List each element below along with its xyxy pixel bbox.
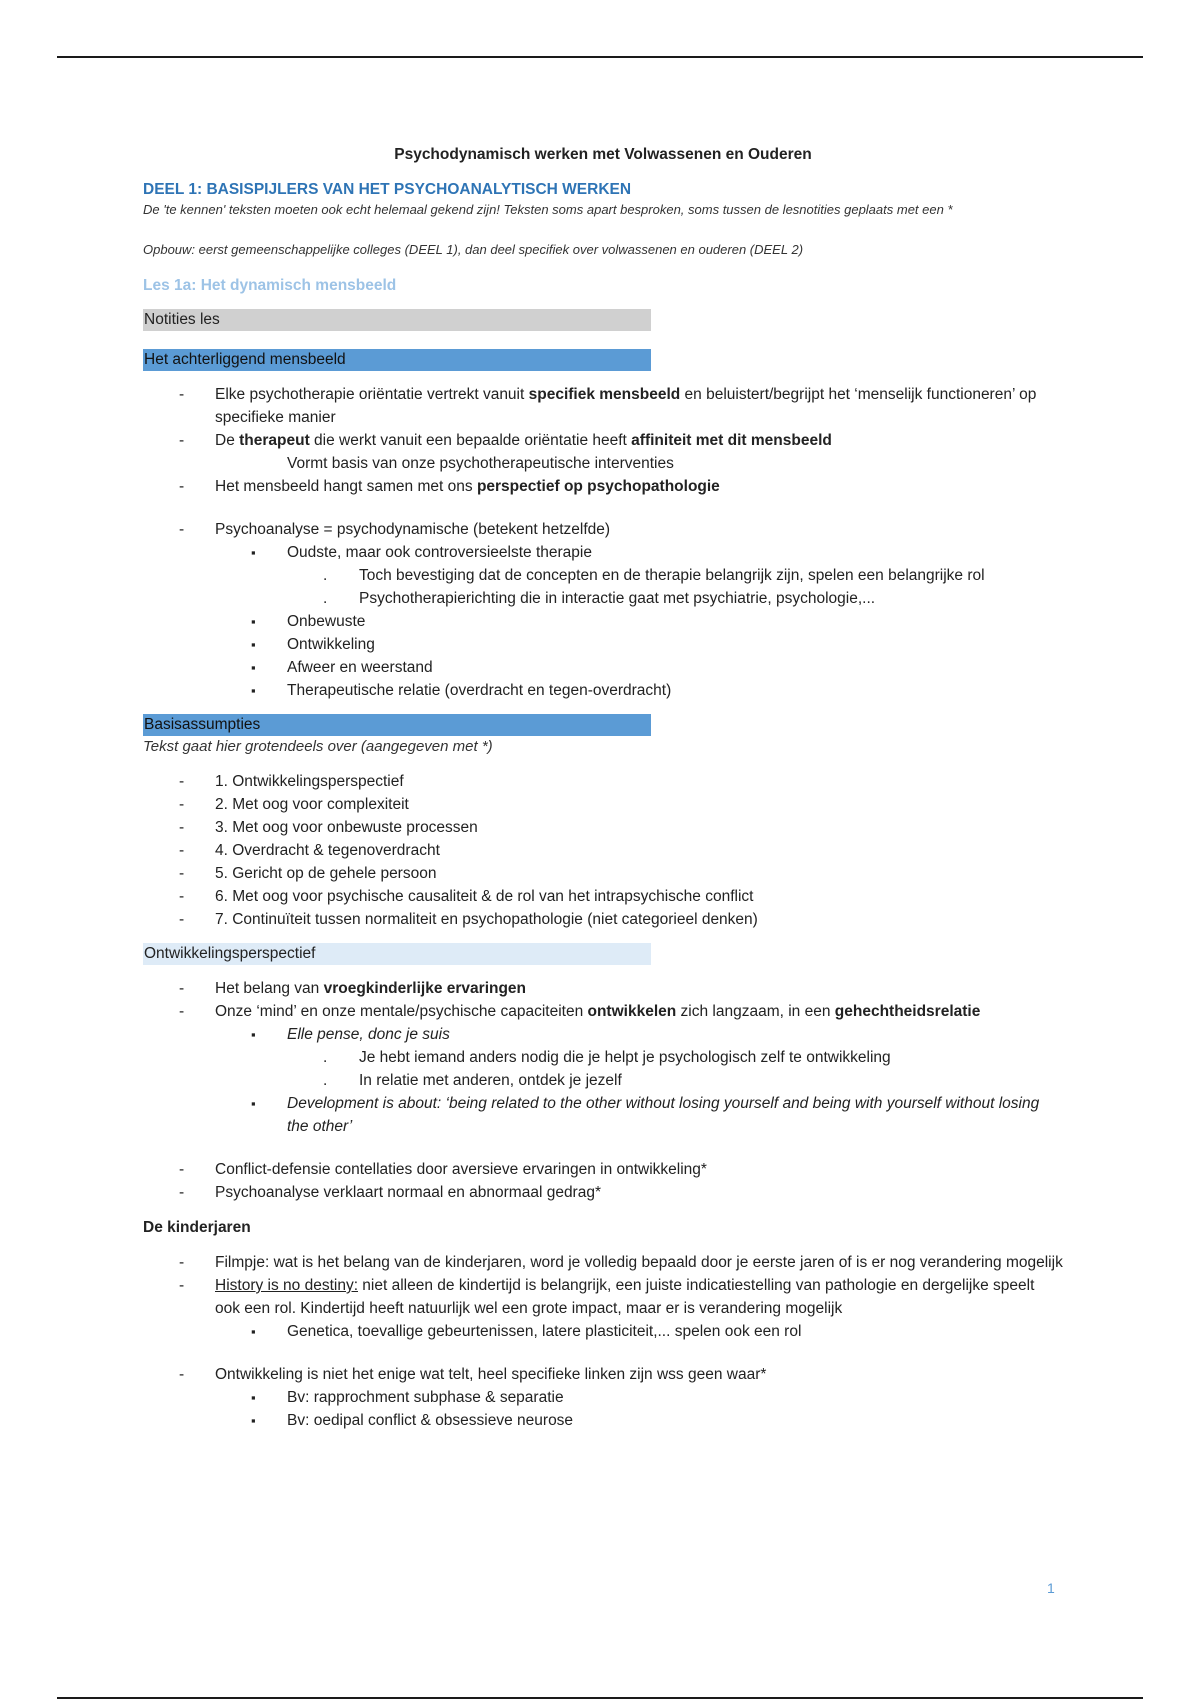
- list-item: . Psychotherapierichting die in interactie gaat met psychiatrie, psychologie,...: [287, 587, 1063, 610]
- basis-note: Tekst gaat hier grotendeels over (aangegeven met *): [143, 738, 493, 755]
- list-item: ▪ Elle pense, donc je suis . Je hebt iemand anders nodig die je helpt je psychologisch zelf te ontwikkeling . In relatie met anderen, ontdek je jezelf: [215, 1023, 1063, 1092]
- list-item: - Elke psychotherapie oriëntatie vertrekt vanuit specifiek mensbeeld en beluistert/begrijpt het ‘menselijk functioneren’ op specifieke manier: [143, 383, 1063, 429]
- list-item: - 1. Ontwikkelingsperspectief: [143, 770, 1063, 793]
- psychoanalyse-list: [143, 518, 1063, 702]
- part-note: De 'te kennen' teksten moeten ook echt helemaal gekend zijn! Teksten soms apart besproken, soms tussen de lesnotities geplaats met een *: [143, 202, 953, 217]
- list-item: - 5. Gericht op de gehele persoon: [143, 862, 1063, 885]
- list-item: - Onze ‘mind’ en onze mentale/psychische capaciteiten ontwikkelen zich langzaam, in een gehechtheidsrelatie ▪ Elle pense, donc je suis . Je hebt iemand anders nodig die je helpt je psychologisch zelf te ontwikkeling . In relatie met anderen, ontdek je jezelf ▪ Development is about: ‘being related to the other without losing yourself and being with yourself without losing the other’: [143, 1000, 1063, 1138]
- lesson-heading: Les 1a: Het dynamisch mensbeeld: [143, 277, 397, 294]
- list-item: - Psychoanalyse verklaart normaal en abnormaal gedrag*: [143, 1181, 1063, 1204]
- header-rule: [57, 56, 1143, 58]
- list-item: - 6. Met oog voor psychische causaliteit & de rol van het intrapsychische conflict: [143, 885, 1063, 908]
- section-ontwikkelingsperspectief: Ontwikkelingsperspectief: [143, 943, 651, 965]
- list-item: ▪ Ontwikkeling: [215, 633, 1063, 656]
- part-heading: DEEL 1: BASISPIJLERS VAN HET PSYCHOANALYTISCH WERKEN: [143, 181, 632, 198]
- section-mensbeeld: Het achterliggend mensbeeld: [143, 349, 651, 371]
- list-item: . Toch bevestiging dat de concepten en de therapie belangrijk zijn, spelen een belangrijke rol: [287, 564, 1063, 587]
- list-item: ▪ Development is about: ‘being related to the other without losing yourself and being with yourself without losing the other’: [215, 1092, 1063, 1138]
- list-item: ▪ Therapeutische relatie (overdracht en tegen-overdracht): [215, 679, 1063, 702]
- kinderjaren-list-2: [143, 1363, 1063, 1432]
- list-item: - History is no destiny: niet alleen de kindertijd is belangrijk, een juiste indicatiestelling van pathologie en dergelijke speelt ook een rol. Kindertijd heeft natuurlijk wel een grote impact, maar er is verandering mogelijk ▪ Genetica, toevallige gebeurtenissen, latere plasticiteit,... spelen ook een rol: [143, 1274, 1063, 1343]
- kinderjaren-heading: De kinderjaren: [143, 1219, 251, 1236]
- footer-rule: [57, 1697, 1143, 1699]
- page-number: 1: [1047, 1580, 1055, 1596]
- list-item: - 3. Met oog voor onbewuste processen: [143, 816, 1063, 839]
- list-item: ▪ Oudste, maar ook controversieelste therapie . Toch bevestiging dat de concepten en de therapie belangrijk zijn, spelen een belangrijke rol . Psychotherapierichting die in interactie gaat met psychiatrie, psychologie,...: [215, 541, 1063, 610]
- list-item: . Je hebt iemand anders nodig die je helpt je psychologisch zelf te ontwikkeling: [287, 1046, 1063, 1069]
- list-item: - Het belang van vroegkinderlijke ervaringen: [143, 977, 1063, 1000]
- list-item: - Filmpje: wat is het belang van de kinderjaren, word je volledig bepaald door je eerste jaren of is er nog verandering mogelijk: [143, 1251, 1063, 1274]
- list-item: - 2. Met oog voor complexiteit: [143, 793, 1063, 816]
- list-item: ▪ Afweer en weerstand: [215, 656, 1063, 679]
- ontwikkeling-list-2: [143, 1158, 1063, 1204]
- list-item: - 7. Continuïteit tussen normaliteit en psychopathologie (niet categorieel denken): [143, 908, 1063, 931]
- list-item: - 4. Overdracht & tegenoverdracht: [143, 839, 1063, 862]
- document-title: Psychodynamisch werken met Volwassenen en Ouderen: [394, 146, 812, 163]
- list-item: ▪ Bv: oedipal conflict & obsessieve neurose: [215, 1409, 1063, 1432]
- list-subtext: Vormt basis van onze psychotherapeutische interventies: [287, 455, 674, 472]
- basis-list: [143, 770, 1063, 931]
- list-item: ▪ Bv: rapprochment subphase & separatie: [215, 1386, 1063, 1409]
- list-item: - Conflict-defensie contellaties door aversieve ervaringen in ontwikkeling*: [143, 1158, 1063, 1181]
- list-item: . In relatie met anderen, ontdek je jezelf: [287, 1069, 1063, 1092]
- ontwikkeling-list: [143, 977, 1063, 1138]
- list-item: ▪ Genetica, toevallige gebeurtenissen, latere plasticiteit,... spelen ook een rol: [215, 1320, 1063, 1343]
- section-basisassumpties: Basisassumpties: [143, 714, 651, 736]
- list-item: - Het mensbeeld hangt samen met ons perspectief op psychopathologie: [143, 475, 1063, 498]
- kinderjaren-list: [143, 1251, 1063, 1343]
- document-body: [143, 143, 1063, 1432]
- list-item: ▪ Onbewuste: [215, 610, 1063, 633]
- structure-note: Opbouw: eerst gemeenschappelijke colleges (DEEL 1), dan deel specifiek over volwassenen en ouderen (DEEL 2): [143, 242, 804, 257]
- list-item: - Psychoanalyse = psychodynamische (betekent hetzelfde) ▪ Oudste, maar ook controversieelste therapie . Toch bevestiging dat de concepten en de therapie belangrijk zijn, spelen een belangrijke rol . Psychotherapierichting die in interactie gaat met psychiatrie, psychologie,... ▪ Onbewuste ▪ Ontwikkeling ▪ Afweer en weerstand ▪ Therapeutische relatie (overdracht en tegen-overdracht): [143, 518, 1063, 702]
- section-notities: Notities les: [143, 309, 651, 331]
- list-item: - Ontwikkeling is niet het enige wat telt, heel specifieke linken zijn wss geen waar* ▪ Bv: rapprochment subphase & separatie ▪ Bv: oedipal conflict & obsessieve neurose: [143, 1363, 1063, 1432]
- mensbeeld-list: [143, 383, 1063, 498]
- list-item: - De therapeut die werkt vanuit een bepaalde oriëntatie heeft affiniteit met dit mensbeeld Vormt basis van onze psychotherapeutische interventies: [143, 429, 1063, 475]
